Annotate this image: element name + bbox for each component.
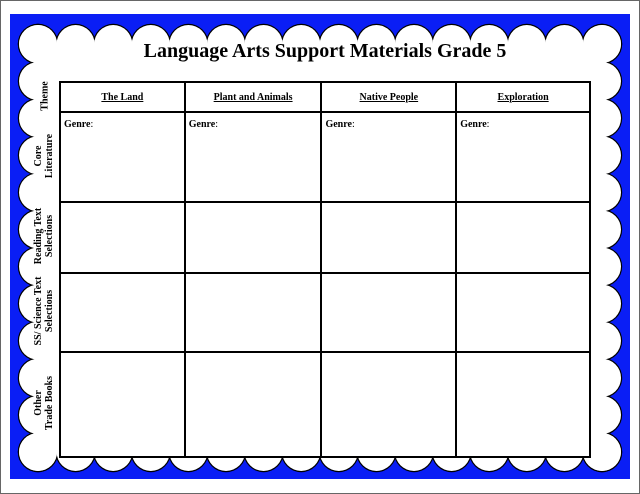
other-trade-books-row	[60, 352, 590, 457]
theme-row	[60, 82, 590, 112]
ss-science-row	[60, 273, 590, 352]
cell[interactable]	[456, 273, 590, 352]
column-header: Exploration	[456, 82, 590, 112]
cell[interactable]	[185, 273, 322, 352]
core-literature-row	[60, 112, 590, 202]
genre-label: Genre	[64, 119, 91, 130]
cell[interactable]	[185, 202, 322, 273]
cell[interactable]	[456, 352, 590, 457]
cell[interactable]	[60, 352, 185, 457]
genre-label: Genre	[188, 119, 216, 130]
column-header: Plant and Animals	[185, 82, 322, 112]
cell[interactable]: Genre:	[456, 112, 590, 202]
cell[interactable]	[321, 202, 456, 273]
column-header: Native People	[321, 82, 456, 112]
cell[interactable]: Genre:	[60, 112, 185, 202]
cell[interactable]: Genre:	[321, 112, 456, 202]
cell[interactable]	[185, 352, 322, 457]
cell[interactable]	[321, 352, 456, 457]
genre-label: Genre	[325, 119, 352, 130]
materials-table	[59, 81, 591, 458]
genre-label: Genre	[460, 119, 487, 130]
cell[interactable]: Genre:	[185, 112, 322, 202]
cell[interactable]	[60, 202, 185, 273]
page-title: Language Arts Support Materials Grade 5	[143, 40, 507, 62]
column-header: The Land	[60, 82, 185, 112]
cell[interactable]	[321, 273, 456, 352]
cell[interactable]	[456, 202, 590, 273]
reading-text-row	[60, 202, 590, 273]
cell[interactable]	[60, 273, 185, 352]
